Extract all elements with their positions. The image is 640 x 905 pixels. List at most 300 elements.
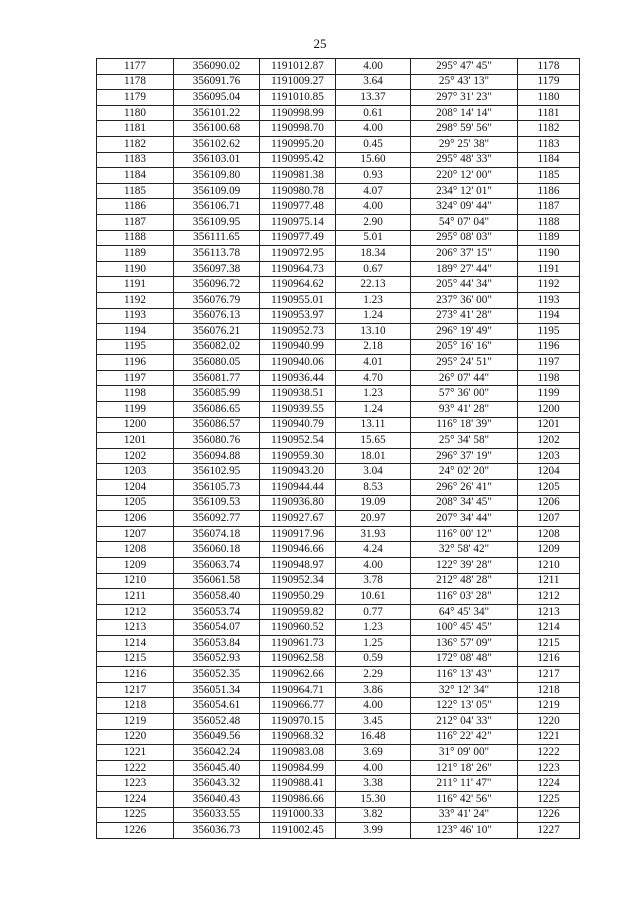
distance-cell: 2.29	[336, 667, 411, 683]
bearing-cell: 207° 34' 44"	[411, 511, 518, 527]
distance-cell: 0.67	[336, 261, 411, 277]
bearing-cell: 237° 36' 00"	[411, 292, 518, 308]
table-row	[97, 105, 580, 121]
point-to-cell: 1223	[518, 760, 580, 776]
bearing-cell: 57° 36' 00"	[411, 386, 518, 402]
distance-cell: 18.34	[336, 246, 411, 262]
y-coordinate-cell: 1190939.55	[260, 402, 336, 418]
bearing-cell: 295° 47' 45"	[411, 59, 518, 75]
point-from-cell: 1177	[97, 59, 174, 75]
y-coordinate-cell: 1191002.45	[260, 823, 336, 839]
distance-cell: 4.00	[336, 558, 411, 574]
distance-cell: 8.53	[336, 480, 411, 496]
distance-cell: 5.01	[336, 230, 411, 246]
point-from-cell: 1198	[97, 386, 174, 402]
y-coordinate-cell: 1190977.48	[260, 199, 336, 215]
y-coordinate-cell: 1190964.73	[260, 261, 336, 277]
point-to-cell: 1221	[518, 729, 580, 745]
table-row	[97, 776, 580, 792]
distance-cell: 10.61	[336, 589, 411, 605]
table-row	[97, 417, 580, 433]
point-to-cell: 1199	[518, 386, 580, 402]
table-row	[97, 511, 580, 527]
x-coordinate-cell: 356076.13	[174, 308, 260, 324]
distance-cell: 2.18	[336, 339, 411, 355]
point-to-cell: 1197	[518, 355, 580, 371]
distance-cell: 13.37	[336, 90, 411, 106]
point-from-cell: 1194	[97, 324, 174, 340]
table-row	[97, 339, 580, 355]
table-row	[97, 292, 580, 308]
table-row	[97, 246, 580, 262]
point-to-cell: 1225	[518, 791, 580, 807]
point-to-cell: 1188	[518, 214, 580, 230]
y-coordinate-cell: 1190980.78	[260, 183, 336, 199]
point-to-cell: 1195	[518, 324, 580, 340]
point-from-cell: 1217	[97, 682, 174, 698]
x-coordinate-cell: 356052.48	[174, 713, 260, 729]
bearing-cell: 116° 13' 43"	[411, 667, 518, 683]
point-from-cell: 1183	[97, 152, 174, 168]
point-from-cell: 1209	[97, 558, 174, 574]
bearing-cell: 189° 27' 44"	[411, 261, 518, 277]
y-coordinate-cell: 1191009.27	[260, 74, 336, 90]
y-coordinate-cell: 1190952.73	[260, 324, 336, 340]
point-from-cell: 1190	[97, 261, 174, 277]
point-to-cell: 1213	[518, 604, 580, 620]
point-from-cell: 1221	[97, 745, 174, 761]
y-coordinate-cell: 1190952.54	[260, 433, 336, 449]
point-to-cell: 1210	[518, 558, 580, 574]
y-coordinate-cell: 1190940.79	[260, 417, 336, 433]
table-row	[97, 620, 580, 636]
x-coordinate-cell: 356054.61	[174, 698, 260, 714]
point-from-cell: 1197	[97, 370, 174, 386]
y-coordinate-cell: 1191000.33	[260, 807, 336, 823]
point-to-cell: 1201	[518, 417, 580, 433]
point-to-cell: 1220	[518, 713, 580, 729]
y-coordinate-cell: 1191010.85	[260, 90, 336, 106]
x-coordinate-cell: 356074.18	[174, 526, 260, 542]
bearing-cell: 116° 00' 12"	[411, 526, 518, 542]
point-from-cell: 1214	[97, 635, 174, 651]
point-from-cell: 1226	[97, 823, 174, 839]
x-coordinate-cell: 356101.22	[174, 105, 260, 121]
point-to-cell: 1193	[518, 292, 580, 308]
bearing-cell: 295° 08' 03"	[411, 230, 518, 246]
point-from-cell: 1205	[97, 495, 174, 511]
table-row	[97, 667, 580, 683]
bearing-cell: 32° 12' 34"	[411, 682, 518, 698]
y-coordinate-cell: 1190940.99	[260, 339, 336, 355]
distance-cell: 4.00	[336, 760, 411, 776]
x-coordinate-cell: 356080.05	[174, 355, 260, 371]
y-coordinate-cell: 1190959.30	[260, 448, 336, 464]
table-row	[97, 682, 580, 698]
table-row	[97, 495, 580, 511]
y-coordinate-cell: 1190960.52	[260, 620, 336, 636]
distance-cell: 3.64	[336, 74, 411, 90]
point-from-cell: 1180	[97, 105, 174, 121]
x-coordinate-cell: 356113.78	[174, 246, 260, 262]
y-coordinate-cell: 1190995.42	[260, 152, 336, 168]
bearing-cell: 296° 19' 49"	[411, 324, 518, 340]
point-to-cell: 1219	[518, 698, 580, 714]
point-from-cell: 1195	[97, 339, 174, 355]
distance-cell: 3.38	[336, 776, 411, 792]
point-to-cell: 1179	[518, 74, 580, 90]
bearing-cell: 234° 12' 01"	[411, 183, 518, 199]
table-row	[97, 542, 580, 558]
x-coordinate-cell: 356040.43	[174, 791, 260, 807]
y-coordinate-cell: 1190975.14	[260, 214, 336, 230]
point-from-cell: 1218	[97, 698, 174, 714]
table-row	[97, 152, 580, 168]
point-to-cell: 1214	[518, 620, 580, 636]
x-coordinate-cell: 356081.77	[174, 370, 260, 386]
table-row	[97, 448, 580, 464]
x-coordinate-cell: 356085.99	[174, 386, 260, 402]
x-coordinate-cell: 356094.88	[174, 448, 260, 464]
x-coordinate-cell: 356109.80	[174, 168, 260, 184]
distance-cell: 1.24	[336, 308, 411, 324]
x-coordinate-cell: 356058.40	[174, 589, 260, 605]
x-coordinate-cell: 356042.24	[174, 745, 260, 761]
point-from-cell: 1211	[97, 589, 174, 605]
distance-cell: 1.23	[336, 292, 411, 308]
table-row	[97, 573, 580, 589]
point-to-cell: 1200	[518, 402, 580, 418]
y-coordinate-cell: 1190950.29	[260, 589, 336, 605]
point-to-cell: 1222	[518, 745, 580, 761]
y-coordinate-cell: 1190964.71	[260, 682, 336, 698]
x-coordinate-cell: 356053.74	[174, 604, 260, 620]
y-coordinate-cell: 1190972.95	[260, 246, 336, 262]
point-to-cell: 1178	[518, 59, 580, 75]
bearing-cell: 205° 16' 16"	[411, 339, 518, 355]
coordinates-table	[96, 58, 580, 839]
point-to-cell: 1211	[518, 573, 580, 589]
table-row	[97, 324, 580, 340]
point-to-cell: 1212	[518, 589, 580, 605]
y-coordinate-cell: 1190946.66	[260, 542, 336, 558]
table-row	[97, 308, 580, 324]
point-from-cell: 1181	[97, 121, 174, 137]
bearing-cell: 122° 39' 28"	[411, 558, 518, 574]
point-to-cell: 1191	[518, 261, 580, 277]
point-to-cell: 1196	[518, 339, 580, 355]
table-row	[97, 433, 580, 449]
distance-cell: 4.01	[336, 355, 411, 371]
point-from-cell: 1189	[97, 246, 174, 262]
point-to-cell: 1204	[518, 464, 580, 480]
distance-cell: 4.00	[336, 199, 411, 215]
x-coordinate-cell: 356102.95	[174, 464, 260, 480]
point-from-cell: 1213	[97, 620, 174, 636]
bearing-cell: 296° 37' 19"	[411, 448, 518, 464]
bearing-cell: 205° 44' 34"	[411, 277, 518, 293]
distance-cell: 1.23	[336, 620, 411, 636]
y-coordinate-cell: 1190917.96	[260, 526, 336, 542]
table-row	[97, 823, 580, 839]
point-from-cell: 1186	[97, 199, 174, 215]
bearing-cell: 273° 41' 28"	[411, 308, 518, 324]
point-to-cell: 1181	[518, 105, 580, 121]
table-row	[97, 558, 580, 574]
x-coordinate-cell: 356097.38	[174, 261, 260, 277]
point-from-cell: 1188	[97, 230, 174, 246]
bearing-cell: 116° 22' 42"	[411, 729, 518, 745]
y-coordinate-cell: 1190944.44	[260, 480, 336, 496]
distance-cell: 4.00	[336, 59, 411, 75]
table-row	[97, 729, 580, 745]
x-coordinate-cell: 356109.53	[174, 495, 260, 511]
point-to-cell: 1182	[518, 121, 580, 137]
y-coordinate-cell: 1190953.97	[260, 308, 336, 324]
bearing-cell: 172° 08' 48"	[411, 651, 518, 667]
x-coordinate-cell: 356086.57	[174, 417, 260, 433]
distance-cell: 15.60	[336, 152, 411, 168]
bearing-cell: 26° 07' 44"	[411, 370, 518, 386]
point-to-cell: 1198	[518, 370, 580, 386]
point-from-cell: 1179	[97, 90, 174, 106]
table-row	[97, 526, 580, 542]
x-coordinate-cell: 356095.04	[174, 90, 260, 106]
y-coordinate-cell: 1190938.51	[260, 386, 336, 402]
x-coordinate-cell: 356043.32	[174, 776, 260, 792]
bearing-cell: 206° 37' 15"	[411, 246, 518, 262]
point-from-cell: 1196	[97, 355, 174, 371]
distance-cell: 4.70	[336, 370, 411, 386]
point-from-cell: 1203	[97, 464, 174, 480]
bearing-cell: 121° 18' 26"	[411, 760, 518, 776]
point-to-cell: 1185	[518, 168, 580, 184]
distance-cell: 0.77	[336, 604, 411, 620]
x-coordinate-cell: 356100.68	[174, 121, 260, 137]
distance-cell: 1.24	[336, 402, 411, 418]
table-row	[97, 589, 580, 605]
point-from-cell: 1224	[97, 791, 174, 807]
point-to-cell: 1206	[518, 495, 580, 511]
bearing-cell: 25° 43' 13"	[411, 74, 518, 90]
y-coordinate-cell: 1190970.15	[260, 713, 336, 729]
point-to-cell: 1205	[518, 480, 580, 496]
point-to-cell: 1217	[518, 667, 580, 683]
bearing-cell: 31° 09' 00"	[411, 745, 518, 761]
x-coordinate-cell: 356082.02	[174, 339, 260, 355]
y-coordinate-cell: 1190952.34	[260, 573, 336, 589]
table-row	[97, 402, 580, 418]
page-number: 25	[313, 36, 327, 51]
x-coordinate-cell: 356076.21	[174, 324, 260, 340]
table-row	[97, 651, 580, 667]
y-coordinate-cell: 1190955.01	[260, 292, 336, 308]
x-coordinate-cell: 356106.71	[174, 199, 260, 215]
distance-cell: 15.65	[336, 433, 411, 449]
y-coordinate-cell: 1190986.66	[260, 791, 336, 807]
y-coordinate-cell: 1190968.32	[260, 729, 336, 745]
coordinates-table-body	[97, 59, 580, 839]
bearing-cell: 297° 31' 23"	[411, 90, 518, 106]
bearing-cell: 25° 34' 58"	[411, 433, 518, 449]
table-row	[97, 370, 580, 386]
distance-cell: 4.00	[336, 698, 411, 714]
table-row	[97, 59, 580, 75]
bearing-cell: 212° 48' 28"	[411, 573, 518, 589]
x-coordinate-cell: 356105.73	[174, 480, 260, 496]
bearing-cell: 29° 25' 38"	[411, 136, 518, 152]
x-coordinate-cell: 356092.77	[174, 511, 260, 527]
point-to-cell: 1183	[518, 136, 580, 152]
bearing-cell: 208° 14' 14"	[411, 105, 518, 121]
table-row	[97, 168, 580, 184]
distance-cell: 1.25	[336, 635, 411, 651]
bearing-cell: 116° 03' 28"	[411, 589, 518, 605]
table-row	[97, 713, 580, 729]
distance-cell: 3.86	[336, 682, 411, 698]
distance-cell: 4.00	[336, 121, 411, 137]
x-coordinate-cell: 356036.73	[174, 823, 260, 839]
x-coordinate-cell: 356033.55	[174, 807, 260, 823]
x-coordinate-cell: 356060.18	[174, 542, 260, 558]
bearing-cell: 64° 45' 34"	[411, 604, 518, 620]
distance-cell: 2.90	[336, 214, 411, 230]
point-to-cell: 1202	[518, 433, 580, 449]
point-from-cell: 1219	[97, 713, 174, 729]
point-to-cell: 1192	[518, 277, 580, 293]
x-coordinate-cell: 356049.56	[174, 729, 260, 745]
point-to-cell: 1194	[518, 308, 580, 324]
distance-cell: 3.82	[336, 807, 411, 823]
bearing-cell: 116° 42' 56"	[411, 791, 518, 807]
bearing-cell: 33° 41' 24"	[411, 807, 518, 823]
table-row	[97, 277, 580, 293]
point-from-cell: 1191	[97, 277, 174, 293]
table-row	[97, 635, 580, 651]
y-coordinate-cell: 1190966.77	[260, 698, 336, 714]
distance-cell: 3.04	[336, 464, 411, 480]
point-from-cell: 1220	[97, 729, 174, 745]
table-row	[97, 230, 580, 246]
x-coordinate-cell: 356061.58	[174, 573, 260, 589]
distance-cell: 4.24	[336, 542, 411, 558]
bearing-cell: 324° 09' 44"	[411, 199, 518, 215]
point-to-cell: 1203	[518, 448, 580, 464]
y-coordinate-cell: 1190948.97	[260, 558, 336, 574]
bearing-cell: 93° 41' 28"	[411, 402, 518, 418]
point-from-cell: 1193	[97, 308, 174, 324]
distance-cell: 4.07	[336, 183, 411, 199]
table-row	[97, 261, 580, 277]
bearing-cell: 24° 02' 20"	[411, 464, 518, 480]
x-coordinate-cell: 356052.93	[174, 651, 260, 667]
table-row	[97, 760, 580, 776]
table-row	[97, 791, 580, 807]
x-coordinate-cell: 356109.95	[174, 214, 260, 230]
table-row	[97, 355, 580, 371]
distance-cell: 3.78	[336, 573, 411, 589]
x-coordinate-cell: 356096.72	[174, 277, 260, 293]
point-from-cell: 1199	[97, 402, 174, 418]
point-to-cell: 1226	[518, 807, 580, 823]
point-to-cell: 1207	[518, 511, 580, 527]
point-to-cell: 1208	[518, 526, 580, 542]
point-to-cell: 1227	[518, 823, 580, 839]
point-to-cell: 1218	[518, 682, 580, 698]
table-row	[97, 90, 580, 106]
distance-cell: 16.48	[336, 729, 411, 745]
bearing-cell: 298° 59' 56"	[411, 121, 518, 137]
distance-cell: 0.45	[336, 136, 411, 152]
bearing-cell: 122° 13' 05"	[411, 698, 518, 714]
y-coordinate-cell: 1190927.67	[260, 511, 336, 527]
distance-cell: 13.10	[336, 324, 411, 340]
table-row	[97, 807, 580, 823]
distance-cell: 0.61	[336, 105, 411, 121]
table-row	[97, 745, 580, 761]
point-from-cell: 1184	[97, 168, 174, 184]
point-to-cell: 1187	[518, 199, 580, 215]
point-to-cell: 1224	[518, 776, 580, 792]
point-from-cell: 1192	[97, 292, 174, 308]
point-from-cell: 1207	[97, 526, 174, 542]
point-from-cell: 1185	[97, 183, 174, 199]
point-from-cell: 1223	[97, 776, 174, 792]
x-coordinate-cell: 356086.65	[174, 402, 260, 418]
table-row	[97, 214, 580, 230]
point-from-cell: 1208	[97, 542, 174, 558]
point-to-cell: 1186	[518, 183, 580, 199]
bearing-cell: 296° 26' 41"	[411, 480, 518, 496]
distance-cell: 18.01	[336, 448, 411, 464]
point-to-cell: 1209	[518, 542, 580, 558]
y-coordinate-cell: 1190998.70	[260, 121, 336, 137]
bearing-cell: 295° 24' 51"	[411, 355, 518, 371]
point-from-cell: 1225	[97, 807, 174, 823]
x-coordinate-cell: 356053.84	[174, 635, 260, 651]
x-coordinate-cell: 356045.40	[174, 760, 260, 776]
point-to-cell: 1215	[518, 635, 580, 651]
bearing-cell: 295° 48' 33"	[411, 152, 518, 168]
point-to-cell: 1216	[518, 651, 580, 667]
distance-cell: 31.93	[336, 526, 411, 542]
table-row	[97, 386, 580, 402]
y-coordinate-cell: 1190995.20	[260, 136, 336, 152]
y-coordinate-cell: 1190943.20	[260, 464, 336, 480]
y-coordinate-cell: 1190998.99	[260, 105, 336, 121]
bearing-cell: 208° 34' 45"	[411, 495, 518, 511]
x-coordinate-cell: 356090.02	[174, 59, 260, 75]
table-row	[97, 136, 580, 152]
y-coordinate-cell: 1190983.08	[260, 745, 336, 761]
distance-cell: 1.23	[336, 386, 411, 402]
x-coordinate-cell: 356103.01	[174, 152, 260, 168]
distance-cell: 19.09	[336, 495, 411, 511]
point-from-cell: 1182	[97, 136, 174, 152]
x-coordinate-cell: 356063.74	[174, 558, 260, 574]
y-coordinate-cell: 1190981.38	[260, 168, 336, 184]
point-from-cell: 1202	[97, 448, 174, 464]
y-coordinate-cell: 1190961.73	[260, 635, 336, 651]
point-to-cell: 1180	[518, 90, 580, 106]
bearing-cell: 220° 12' 00"	[411, 168, 518, 184]
x-coordinate-cell: 356109.09	[174, 183, 260, 199]
point-from-cell: 1210	[97, 573, 174, 589]
x-coordinate-cell: 356076.79	[174, 292, 260, 308]
point-from-cell: 1206	[97, 511, 174, 527]
y-coordinate-cell: 1190964.62	[260, 277, 336, 293]
x-coordinate-cell: 356051.34	[174, 682, 260, 698]
